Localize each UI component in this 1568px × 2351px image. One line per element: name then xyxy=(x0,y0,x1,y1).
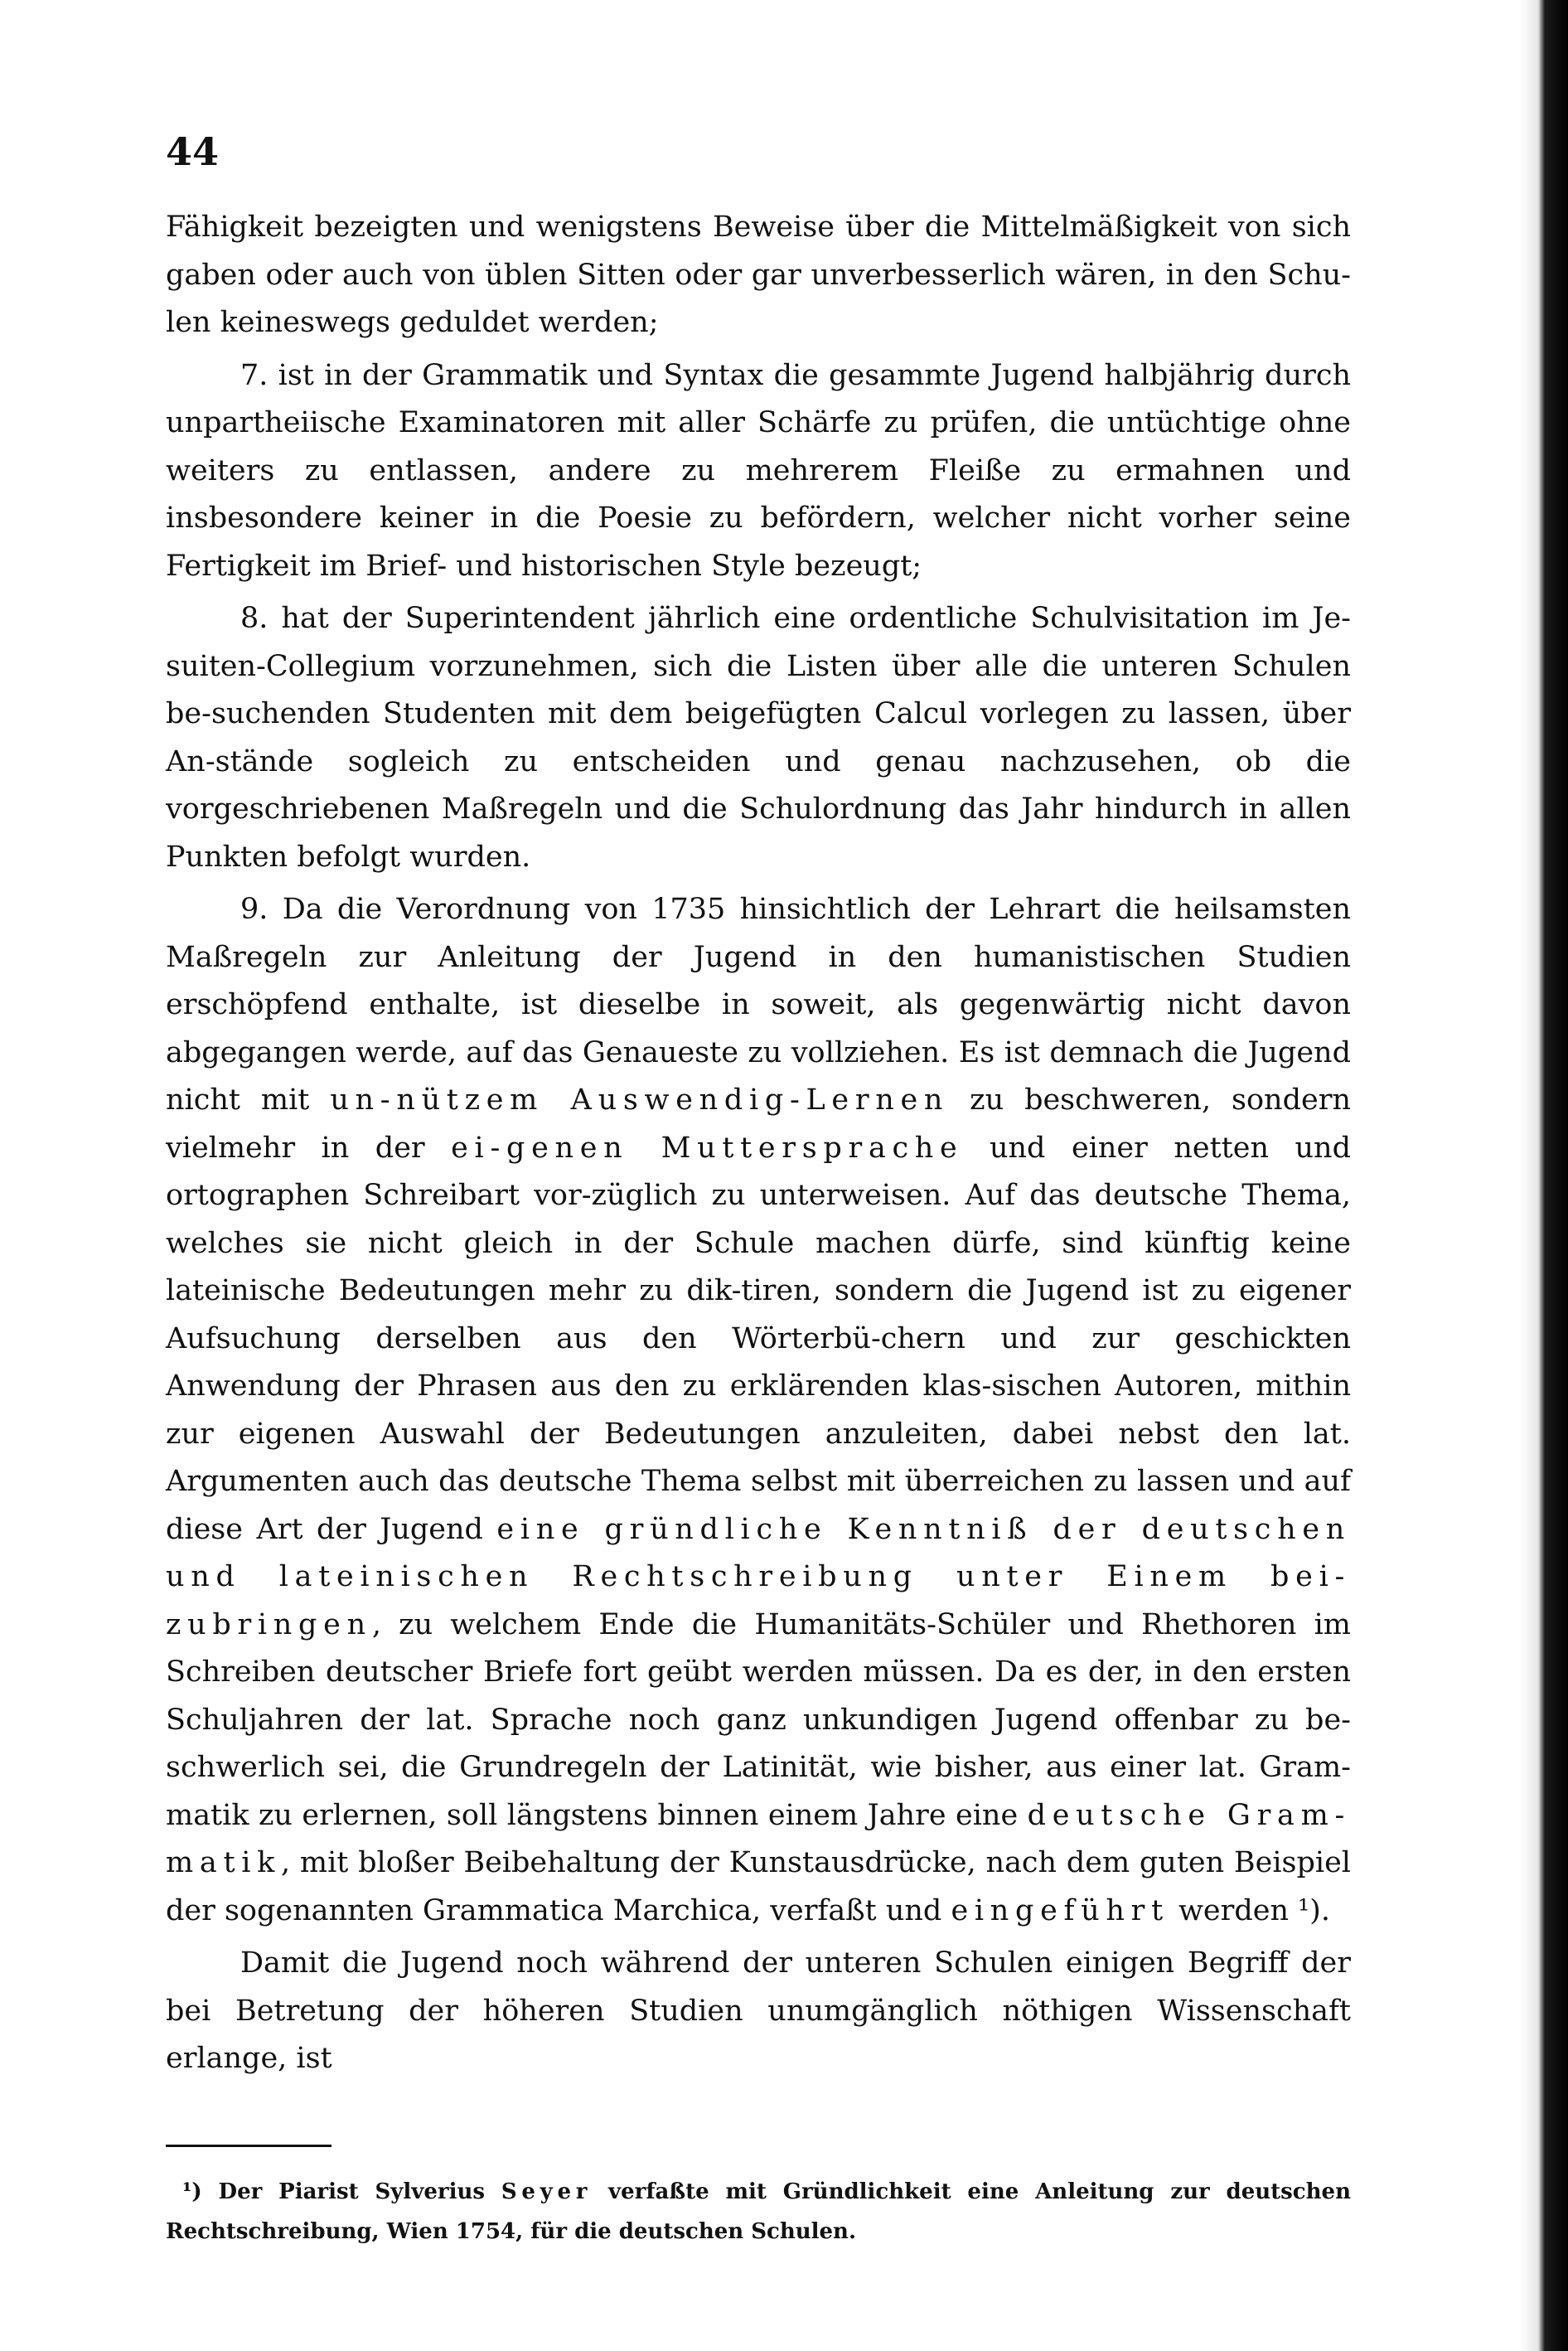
scan-page-edge xyxy=(1520,0,1568,2351)
text-run: ¹) Der Piarist Sylverius xyxy=(182,2179,501,2204)
emphasized-text: eingeführt xyxy=(951,1893,1169,1927)
text-run: , mit bloßer Beibehaltung der Kunstausdrücke, nach dem guten Beispiel der sogenannten Grammatica Marchica, verfaßt und xyxy=(166,1846,1351,1927)
paragraph-item-9 xyxy=(166,886,1351,1935)
emphasized-text: ei-genen Muttersprache xyxy=(451,1131,964,1165)
body-text xyxy=(166,204,1351,2083)
paragraph-item-8 xyxy=(166,595,1351,881)
page-number: 44 xyxy=(166,129,220,174)
text-run: 8. hat der Superintendent jährlich eine ordentliche Schulvisitation im Je-suiten-Collegium vorzunehmen, sich die Listen über alle die unteren Schulen be-suchenden Studenten mit dem beigefügten Calcul vorlegen zu lassen, über An-stände sogleich zu entscheiden und genau nachzusehen, ob die vorgeschriebenen Maßregeln und die Schulordnung das Jahr hindurch in allen Punkten befolgt wurden. xyxy=(166,602,1351,874)
text-run: verfaßte mit Gründlichkeit eine Anleitung zur deutschen Rechtschreibung, Wien 1754, für die deutschen Schulen. xyxy=(166,2179,1351,2244)
text-run: zu beschweren, sondern vielmehr in der xyxy=(166,1083,1351,1165)
emphasized-text: eine gründliche Kenntniß der deutschen und lateinischen Rechtschreibung unter Einem bei-zubringen xyxy=(166,1512,1352,1641)
text-run: Fähigkeit bezeigten und wenigstens Beweise über die Mittelmäßigkeit von sich gaben oder auch von üblen Sitten oder gar unverbesserlich wären, in den Schu-len keineswegs geduldet werden; xyxy=(166,211,1351,339)
text-run: und einer netten und ortographen Schreibart vor-züglich zu unterweisen. Auf das deutsche Thema, welches sie nicht gleich in der Schule machen dürfe, sind künftig keine lateinische Bedeutungen mehr zu dik-tiren, sondern die Jugend ist zu eigener Aufsuchung derselben aus den Wörterbü-chern und zur geschickten Anwendung der Phrasen aus den zu erklärenden klas-sischen Autoren, mithin zur eigenen Auswahl der Bedeutungen anzuleiten, dabei nebst den lat. Argumenten auch das deutsche Thema selbst mit überreichen zu lassen und auf diese Art der Jugend xyxy=(166,1131,1351,1546)
text-run: 9. Da die Verordnung von 1735 hinsichtlich der Lehrart die heilsamsten Maßregeln zur Anleitung der Jugend in den humanistischen Studien erschöpfend enthalte, ist dieselbe in soweit, als gegenwärtig nicht davon abgegangen werde, auf das Genaueste zu vollziehen. Es ist demnach die Jugend nicht mit xyxy=(166,893,1351,1117)
emphasized-text: Seyer xyxy=(501,2179,593,2204)
paragraph-closing xyxy=(166,1940,1351,2083)
text-run: Damit die Jugend noch während der unteren Schulen einigen Begriff der bei Betretung der höheren Studien unumgänglich nöthigen Wissenschaft erlange, ist xyxy=(166,1946,1351,2075)
book-page xyxy=(166,129,1352,2252)
emphasized-text: un-nützem Auswendig-Lernen xyxy=(330,1083,950,1117)
paragraph-item-7 xyxy=(166,352,1351,591)
text-run: 7. ist in der Grammatik und Syntax die gesammte Jugend halbjährig durch unpartheiische Examinatoren mit aller Schärfe zu prüfen, die untüchtige ohne weiters zu entlassen, andere zu mehrerem Fleiße zu ermahnen und insbesondere keiner in die Poesie zu befördern, welcher nicht vorher seine Fertigkeit im Brief- und historischen Style bezeugt; xyxy=(166,358,1351,583)
paragraph-continuation xyxy=(166,204,1351,347)
text-run: , zu welchem Ende die Humanitäts-Schüler und Rhethoren im Schreiben deutscher Briefe fort geübt werden müssen. Da es der, in den ersten Schuljahren der lat. Sprache noch ganz unkundigen Jugend offenbar zu be-schwerlich sei, die Grundregeln der Latinität, wie bisher, aus einer lat. Gram-matik zu erlernen, soll längstens binnen einem Jahre eine xyxy=(166,1607,1351,1832)
emphasized-text: deutsche Gram-matik xyxy=(166,1798,1351,1879)
text-run: werden ¹). xyxy=(1169,1893,1330,1927)
footnote xyxy=(166,2172,1351,2252)
footnote-divider xyxy=(166,2145,332,2147)
